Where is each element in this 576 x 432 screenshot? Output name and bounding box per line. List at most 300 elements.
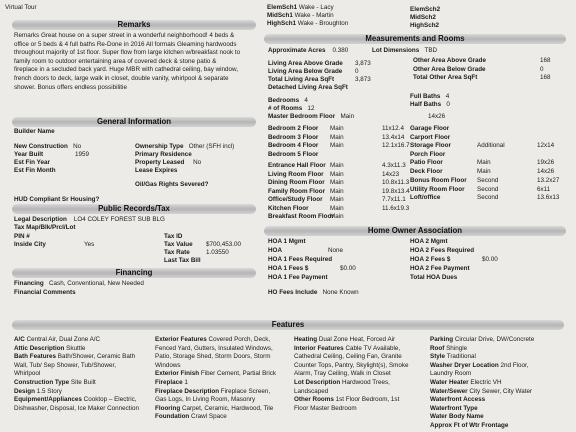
feature-value: Fenced Yard, Gutters, Insulated Windows,: [155, 344, 273, 352]
feature-value: Traditional: [446, 353, 476, 361]
feature-line: [430, 353, 568, 362]
features-col-1: [14, 336, 142, 413]
la-above-label: Living Area Above Grade: [268, 60, 343, 67]
room-size: 19.8x13.4: [382, 187, 410, 195]
feature-label: Fireplace Description: [155, 387, 220, 395]
tax-id-label: Tax ID: [164, 233, 183, 240]
year-built-value: 1959: [75, 151, 90, 158]
inside-city-value: Yes: [84, 241, 95, 248]
builder-label: Builder Name: [14, 128, 55, 135]
new-construction-label: New Construction: [14, 143, 68, 150]
room-floor: Main: [330, 196, 344, 203]
room-row: [268, 170, 400, 178]
room-label: Bedroom 3 Floor: [268, 133, 319, 141]
feature-label: Design: [14, 387, 35, 395]
feature-line: [155, 379, 290, 388]
room-label: Breakfast Room Floor: [268, 213, 334, 220]
room-label: Storage Floor: [410, 142, 451, 149]
feature-label: Washer Dryer Location: [430, 361, 499, 369]
la-below-label: Living Area Below Grade: [268, 68, 343, 75]
feature-label: Foundation: [155, 413, 190, 421]
feature-value: Covered Porch, Deck,: [208, 336, 271, 343]
room-label: Deck Floor: [410, 167, 443, 175]
feature-value: Carpet, Ceramic, Hardwood, Tile: [181, 404, 274, 412]
room-row: [410, 134, 450, 141]
room-floor: Main: [330, 213, 344, 220]
feature-value: Gas Logs, In Living Room, Masonry: [155, 396, 256, 404]
high-school-1: [267, 20, 348, 27]
room-floor: Second: [477, 185, 499, 193]
ownership-label: Ownership Type: [135, 143, 184, 150]
feature-label: Attic Description: [14, 344, 65, 352]
total-la-label: Total Living Area SqFt: [268, 76, 335, 83]
room-row: [410, 185, 551, 193]
feature-label: Waterfront Access: [430, 396, 486, 404]
feature-line: [430, 345, 568, 354]
master-bedroom: [268, 113, 446, 120]
year-built: [14, 151, 90, 158]
hoa-label: HOA: [268, 247, 282, 254]
feature-label: Construction Type: [14, 378, 70, 386]
room-size: 12x14: [537, 142, 555, 149]
elem2-label: ElemSch2: [410, 6, 441, 13]
feature-line: [14, 405, 142, 414]
master-size: 14x26: [428, 113, 446, 120]
total-other: [413, 74, 551, 81]
other-below-value: 0: [540, 66, 544, 73]
other-below: [413, 66, 544, 73]
elem1-value: Wake - Lacy: [298, 4, 334, 11]
room-size: 4.3x11.3: [382, 162, 406, 169]
year-built-label: Year Built: [14, 151, 44, 158]
feature-line: [294, 396, 429, 405]
feature-value: Counter Tops, Pantry, Skylight(s), Smoke: [294, 361, 409, 369]
feature-line: [155, 345, 290, 354]
feature-line: [294, 345, 429, 354]
feature-line: [430, 336, 568, 345]
acres-label: Approximate Acres: [268, 47, 326, 54]
feature-line: [155, 388, 290, 397]
feature-line: [155, 370, 290, 379]
feature-label: Exterior Finish: [155, 370, 200, 378]
room-floor: Main: [330, 142, 344, 149]
room-label: Loft/office: [410, 194, 441, 201]
total-la-value: 3,873: [355, 76, 371, 83]
half-baths-label: Half Baths: [410, 101, 442, 108]
hoa-value: None: [328, 247, 344, 254]
bedrooms-label: Bedrooms: [268, 97, 300, 104]
room-size: 12.1x16.7: [382, 142, 410, 149]
tax-rate-value: 1.03550: [206, 249, 229, 256]
room-size: 11x12.4: [382, 125, 404, 132]
room-row: [410, 167, 555, 175]
room-row: [268, 133, 405, 141]
feature-value: Whirlpool: [14, 370, 41, 378]
hoa2-fees-req-label: HOA 2 Fees Required: [410, 247, 475, 254]
remarks-text: [14, 32, 240, 92]
hoa-header: Home Owner Association: [264, 226, 566, 236]
last-tax-bill-label: Last Tax Bill: [164, 257, 201, 264]
room-size: 13.4x14: [382, 133, 405, 141]
feature-line: [294, 379, 429, 388]
ho-fees-label: HO Fees Include: [268, 289, 318, 296]
feature-line: [14, 370, 142, 379]
other-above-value: 168: [540, 57, 551, 64]
total-other-label: Total Other Area SqFt: [413, 74, 478, 81]
feature-value: 1.5 Story: [36, 387, 62, 395]
room-label: Kitchen Floor: [268, 204, 309, 212]
room-label: Bedroom 5 Floor: [268, 150, 319, 158]
hoa2-fees-label: HOA 2 Fees $: [410, 256, 451, 263]
room-size: 13.2x27: [537, 177, 560, 184]
features-col-2: [155, 336, 290, 422]
tax-map-label: Tax Map/Blk/Prcl/Lot: [14, 224, 76, 231]
room-row: [268, 142, 410, 149]
hoa1-mgmt-label: HOA 1 Mgmt: [268, 238, 306, 245]
approximate-acres: [268, 47, 348, 54]
feature-value: 1: [184, 378, 188, 386]
financing-value: Cash, Conventional, New Needed: [49, 280, 144, 287]
features-header: Features: [12, 320, 564, 330]
room-floor: Main: [330, 179, 344, 186]
room-label: Entrance Hall Floor: [268, 162, 326, 169]
bedrooms-value: 4: [304, 97, 308, 104]
room-label: Family Room Floor: [268, 187, 326, 195]
general-info-header: General Information: [12, 117, 256, 127]
room-row: [268, 151, 318, 158]
feature-value: Cooktop – Electric,: [83, 396, 137, 404]
feature-line: [430, 413, 568, 422]
feature-label: Waterfront Type: [430, 404, 478, 412]
financing-row: [14, 280, 144, 287]
feature-label: Style: [430, 353, 446, 361]
feature-line: [294, 388, 429, 397]
room-label: Living Room Floor: [268, 170, 324, 178]
feature-line: [294, 362, 429, 371]
room-row: [268, 196, 406, 203]
hoa1-fees: [268, 265, 356, 272]
hoa1-payment-label: HOA 1 Fee Payment: [268, 274, 328, 281]
room-label: Porch Floor: [410, 150, 446, 158]
est-fin-year-label: Est Fin Year: [14, 159, 50, 166]
room-floor: Main: [330, 187, 344, 195]
feature-label: Water Heater: [430, 378, 469, 386]
virtual-tour-link[interactable]: Virtual Tour: [5, 4, 37, 11]
remarks-line: shower. Bonus offers endless possibilitie: [14, 83, 127, 91]
feature-label: Flooring: [155, 404, 181, 412]
features-col-3: [294, 336, 429, 413]
feature-line: [14, 336, 142, 345]
feature-value: Alarm, Tray Ceiling, Walk in Closet: [294, 370, 391, 378]
room-row: [410, 177, 560, 184]
feature-label: A/C: [14, 336, 25, 343]
feature-value: Floor Master Bedroom: [294, 404, 357, 412]
lot-dim-label: Lot Dimensions: [372, 47, 420, 54]
feature-value: Fiber Cement, Partial Brick: [200, 370, 277, 378]
features-col-4: [430, 336, 568, 431]
room-label: Patio Floor: [410, 159, 443, 166]
new-construction-value: No: [73, 143, 82, 150]
feature-line: [14, 379, 142, 388]
ownership-value: Other (SFH incl): [188, 143, 235, 150]
property-leased-label: Property Leased: [135, 159, 185, 166]
feature-label: Other Rooms: [294, 396, 334, 404]
room-size: 7.7x11.1: [382, 196, 406, 203]
financing-header: Financing: [12, 268, 256, 278]
feature-value: Cathedral Ceiling, Ceiling Fan, Granite: [294, 353, 402, 361]
ho-fees-include: [268, 289, 359, 296]
room-row: [410, 159, 555, 166]
feature-value: 2nd Floor,: [500, 361, 529, 369]
feature-value: Laundry Room: [430, 370, 472, 378]
room-row: [268, 213, 344, 220]
room-floor: Second: [477, 194, 499, 201]
feature-line: [14, 388, 142, 397]
room-row: [268, 125, 404, 132]
feature-label: Water Body Name: [430, 413, 484, 421]
acres-value: 0.380: [332, 47, 349, 54]
room-label: Bonus Room Floor: [410, 177, 467, 184]
feature-line: [14, 353, 142, 362]
feature-label: Exterior Features: [155, 336, 207, 343]
tax-value-label: Tax Value: [164, 241, 193, 248]
room-floor: Main: [477, 167, 491, 175]
total-la: [268, 76, 371, 83]
room-label: Dining Room Floor: [268, 179, 325, 186]
property-leased: [135, 159, 201, 166]
mid2-label: MidSch2: [410, 14, 436, 21]
hoa1-fees-label: HOA 1 Fees $: [268, 265, 309, 272]
new-construction: [14, 143, 81, 150]
room-size: 19x26: [537, 159, 555, 166]
room-size: 11.6x19.3: [382, 204, 410, 212]
high1-value: Wake - Broughton: [297, 20, 349, 27]
public-records-header: Public Records/Tax: [12, 204, 256, 214]
room-label: Garage Floor: [410, 125, 450, 132]
feature-value: 1st Floor Bedroom, 1st: [335, 396, 400, 404]
room-size: 14x26: [537, 167, 555, 175]
remarks-line: Remarks Great house on a super street in a wonderful neighborhood! 4 beds &: [14, 32, 235, 39]
feature-value: Site Built: [70, 378, 96, 386]
room-size: 10.8x11.3: [382, 179, 410, 186]
feature-line: [294, 370, 429, 379]
feature-line: [14, 362, 142, 371]
feature-value: City Sewer, City Water: [469, 387, 533, 395]
mid1-value: Wake - Martin: [294, 12, 334, 19]
ownership-type: [135, 143, 234, 150]
feature-value: Dishwasher, Disposal, Ice Maker Connection: [14, 404, 139, 412]
master-floor: Main: [340, 113, 355, 120]
feature-line: [430, 379, 568, 388]
other-below-label: Other Area Below Grade: [413, 66, 486, 73]
hud-label: HUD Compliant Sr Housing?: [14, 196, 100, 203]
feature-line: [430, 396, 568, 405]
room-size: 6x11: [537, 185, 551, 193]
feature-label: Fireplace: [155, 378, 183, 386]
measurements-header: Measurements and Rooms: [264, 34, 566, 44]
ho-fees-value: None Known: [322, 289, 359, 296]
feature-value: Crawl Space: [191, 413, 227, 421]
lease-expires-label: Lease Expires: [135, 167, 178, 174]
feature-value: Hardwood Trees,: [341, 378, 390, 386]
la-below: [268, 68, 359, 75]
feature-line: [14, 396, 142, 405]
room-floor: Main: [477, 159, 491, 166]
la-above: [268, 60, 371, 67]
room-floor: Main: [330, 133, 344, 141]
room-row: [268, 162, 406, 169]
room-label: Bedroom 4 Floor: [268, 142, 319, 149]
feature-label: Approx Ft of Wtr Frontage: [430, 421, 509, 429]
feature-line: [155, 405, 290, 414]
room-row: [410, 151, 445, 158]
feature-value: Wall, Tub/ Sep Shower, Tub/Shower,: [14, 361, 116, 369]
remarks-line: family room to outdoor entertaining area of covered deck & stone patio &: [14, 57, 217, 65]
legal-label: Legal Description: [14, 216, 67, 223]
tax-rate-label: Tax Rate: [164, 249, 190, 256]
feature-value: Electric VH: [470, 378, 502, 386]
half-baths-value: 0: [446, 101, 450, 108]
room-row: [410, 125, 449, 132]
full-baths-value: 4: [445, 93, 450, 100]
feature-line: [155, 396, 290, 405]
feature-value: Windows: [155, 361, 181, 369]
feature-value: Bath/Shower, Ceramic Bath: [57, 353, 136, 361]
feature-line: [155, 362, 290, 371]
tax-rate: [164, 249, 229, 256]
hoa1-fees-req-label: HOA 1 Fees Required: [268, 256, 333, 263]
room-label: Office/Study Floor: [268, 196, 323, 203]
rooms-label: # of Rooms: [268, 105, 303, 112]
la-above-value: 3,873: [355, 60, 371, 67]
feature-value: Skuttle: [66, 344, 86, 352]
hoa2-fees: [410, 256, 498, 263]
hoa2-mgmt-label: HOA 2 Mgmt: [410, 238, 448, 245]
room-size: 13.6x13: [537, 194, 560, 201]
feature-value: Patio, Storage Shed, Storm Doors, Storm: [155, 353, 271, 361]
remarks-line: french doors to deck, large walk in closet, double vanity, whirlpool & separate: [14, 74, 229, 82]
room-row: [410, 194, 560, 201]
high2-label: HighSch2: [410, 22, 440, 29]
half-baths: [410, 101, 450, 108]
remarks-line: fireplace in a secluded back yard. Huge MBR with cathedral ceiling, bay window,: [14, 66, 239, 74]
feature-value: Shingle: [446, 344, 468, 352]
feature-label: Parking: [430, 336, 454, 343]
est-fin-month-label: Est Fin Month: [14, 167, 56, 174]
room-floor: Main: [330, 125, 344, 132]
room-floor: Second: [477, 177, 499, 184]
feature-line: [430, 405, 568, 414]
detached-label: Detached Living Area SqFt: [268, 84, 348, 91]
legal-value: LO4 COLEY FOREST SUB BLG: [73, 216, 165, 223]
room-label: Utility Room Floor: [410, 185, 465, 193]
feature-label: Heating: [294, 336, 318, 343]
room-floor: Main: [330, 162, 344, 169]
tax-value: [164, 241, 242, 248]
rooms-value: 12: [307, 105, 315, 112]
feature-line: [155, 413, 290, 422]
feature-value: Central Air, Dual Zone A/C: [26, 336, 101, 343]
remarks-line: office or 5 beds & 4 full baths Re-Done in 2016 All formals Gleaming hardwoods: [14, 40, 237, 48]
financing-label: Financing: [14, 280, 44, 287]
mid-school-1: [267, 12, 334, 19]
high1-label: HighSch1: [267, 20, 297, 27]
lot-dim-value: TBD: [424, 47, 438, 54]
hoa2-payment-label: HOA 2 Fee Payment: [410, 265, 470, 272]
feature-line: [294, 336, 429, 345]
pin-label: PIN #: [14, 233, 30, 240]
room-row: [410, 142, 555, 149]
other-above: [413, 57, 551, 64]
total-dues-label: Total HOA Dues: [410, 274, 458, 281]
other-above-label: Other Area Above Grade: [413, 57, 487, 64]
room-row: [268, 204, 410, 212]
room-floor: Additional: [477, 142, 505, 149]
room-floor: Main: [330, 170, 344, 178]
feature-label: Bath Features: [14, 353, 56, 361]
master-label: Master Bedroom Floor: [268, 113, 336, 120]
feature-line: [430, 362, 568, 371]
property-leased-value: No: [193, 159, 202, 166]
feature-line: [155, 336, 290, 345]
la-below-value: 0: [355, 68, 359, 75]
rooms-count: [268, 105, 315, 112]
primary-residence-label: Primary Residence: [135, 151, 192, 158]
legal-description: [14, 216, 165, 223]
feature-value: Cable TV Available,: [345, 344, 401, 352]
tax-value-value: $700,453.00: [206, 241, 242, 248]
inside-city-label: Inside City: [14, 241, 46, 248]
feature-line: [430, 388, 568, 397]
feature-label: Roof: [430, 344, 445, 352]
remarks-line: throughout majority of 1st floor. Super flow from large kitchen w/breakfast nook to: [14, 49, 241, 57]
full-baths-label: Full Baths: [410, 93, 441, 100]
room-size: 14x23: [382, 170, 400, 178]
elem-school-1: [267, 4, 334, 11]
feature-label: Equipment/Appliances: [14, 396, 82, 404]
feature-value: Fireplace Screen,: [220, 387, 271, 395]
oil-gas-label: Oil/Gas Rights Severed?: [135, 181, 209, 188]
inside-city: [14, 241, 95, 248]
hoa1-fees-value: $0.00: [340, 265, 356, 272]
room-label: Bedroom 2 Floor: [268, 125, 319, 132]
full-baths: [410, 93, 449, 100]
feature-value: Dual Zone Heat, Forced Air: [318, 336, 396, 343]
hoa: [268, 247, 344, 254]
feature-value: Circular Drive, DW/Concrete: [454, 336, 535, 343]
lot-dimensions: [372, 47, 437, 54]
room-label: Carport Floor: [410, 133, 451, 141]
total-other-value: 168: [540, 74, 551, 81]
feature-line: [14, 345, 142, 354]
financial-comments-label: Financial Comments: [14, 289, 76, 296]
mid1-label: MidSch1: [267, 12, 293, 19]
feature-line: [430, 422, 568, 431]
feature-value: Landscaped: [294, 387, 329, 395]
hoa2-fees-value: $0.00: [482, 256, 498, 263]
feature-label: Water/Sewer: [430, 387, 468, 395]
feature-line: [155, 353, 290, 362]
remarks-header: Remarks: [12, 20, 256, 30]
room-floor: Main: [330, 204, 344, 212]
feature-line: [430, 370, 568, 379]
feature-label: Lot Description: [294, 378, 341, 386]
feature-line: [294, 405, 429, 414]
room-row: [268, 179, 410, 186]
feature-line: [294, 353, 429, 362]
bedrooms: [268, 97, 308, 104]
elem1-label: ElemSch1: [267, 4, 298, 11]
